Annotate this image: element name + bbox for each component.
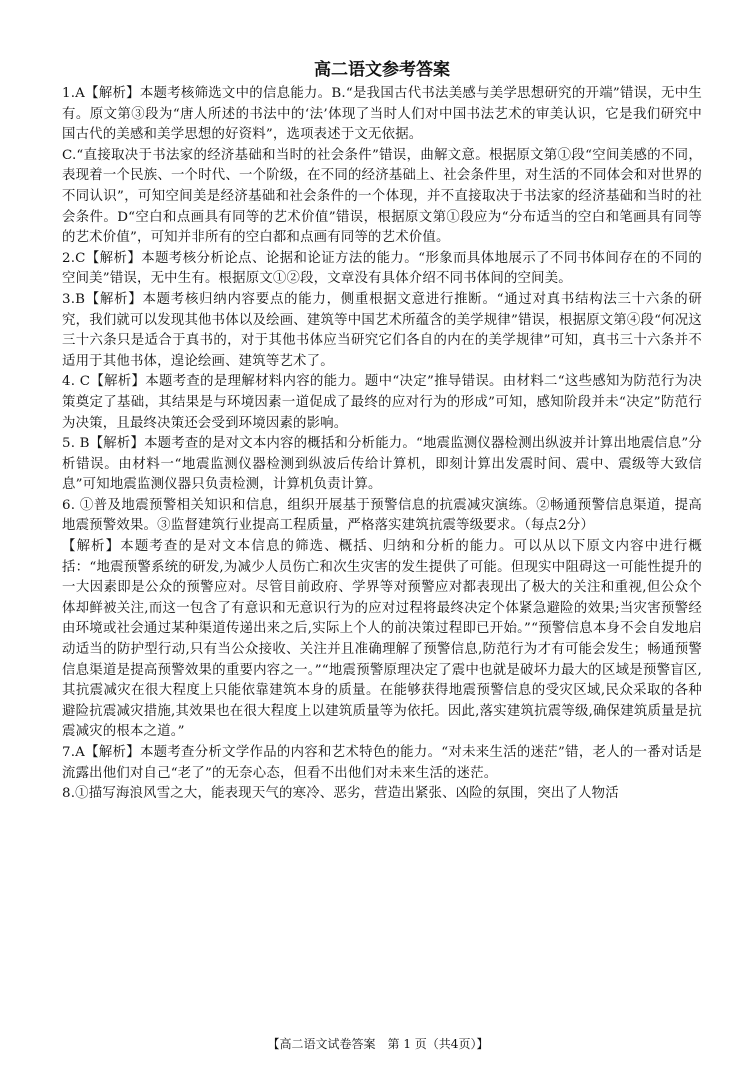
answer-paragraph-6-analysis: 【解析】本题考查的是对文本信息的筛选、概括、归纳和分析的能力。可以从以下原文内容中进行概括：“地震预警系统的研发,为减少人员伤亡和次生灾害的发生提供了可能。但现实中阻碍这一可能性提升的一大因素即是公众的预警应对。尽管目前政府、学界等对预警应对都表现出了极大的关注和重视,但公众个体却鲜被关注,而这一包含了有意识和无意识行为的应对过程将最终决定个体紧急避险的效果;当灾害预警经由环境或社会通过某种渠道传递出来之后,实际上个人的前决策过程即已开始。”“预警信息本身不会自发地启动适当的防护型行动,只有当公众接收、关注并且准确理解了预警信息,防范行为才有可能会发生；畅通预警信息渠道是提高预警效果的重要内容之一。”“地震预警原理决定了震中也就是破坏力最大的区域是预警盲区,其抗震减灾在很大程度上只能依靠建筑本身的质量。在能够获得地震预警信息的受灾区域,民众采取的各种避险抗震减灾措施,其效果也在很大程度上以建筑质量等为依托。因此,落实建筑抗震等级,确保建筑质量是抗震减灾的根本之道。” bbox=[62, 539, 702, 740]
page-footer: 【高二语文试卷答案 第 1 页（共4页）】 bbox=[267, 1037, 489, 1051]
answer-paragraph-7: 7.A【解析】本题考查分析文学作品的内容和艺术特色的能力。“对未来生活的迷茫”错，老人的一番对话是流露出他们对自己“老了”的无奈心态，但看不出他们对未来生活的迷茫。 bbox=[62, 745, 702, 781]
answer-paragraph-1-analysis: 1.A【解析】本题考核筛选文中的信息能力。B.“是我国古代书法美感与美学思想研究的开端”错误，无中生有。原文第③段为“唐人所述的书法中的‘法’体现了当时人们对中国书法艺术的审美认识，它是我们研究中国古代的美感和美学思想的好资料”，选项表述于文无依据。 bbox=[62, 86, 702, 143]
answer-paragraph-2: 2.C【解析】本题考核分析论点、论据和论证方法的能力。“形象而具体地展示了不同书体间存在的不同的空间美”错误，无中生有。根据原文①②段，文章没有具体介绍不同书体间的空间美。 bbox=[62, 250, 702, 287]
answer-page bbox=[62, 58, 702, 805]
answer-paragraph-3: 3.B【解析】本题考核归纳内容要点的能力，侧重根据文意进行推断。“通过对真书结构法三十六条的研究，我们就可以发现其他书体以及绘画、建筑等中国艺术所蕴含的美学规律”错误，根据原文第④段“何况这三十六条只是适合于真书的，对于其他书体应当研究它们各自的内在的美学规律”可知，真书三十六条并不适用于其他书体，遑论绘画、建筑等艺术了。 bbox=[62, 291, 702, 369]
answer-paragraph-1-cd: C.“直接取决于书法家的经济基础和当时的社会条件”错误，曲解文意。根据原文第①段“空间美感的不同，表现着一个民族、一个时代、一个阶级，在不同的经济基础上、社会条件里，对生活的不同体会和对世界的不同认识”，可知空间美是经济基础和社会条件的一个体现，并不直接取决于书法家的经济基础和当时的社会条件。D“空白和点画具有同等的艺术价值”错误，根据原文第①段应为“分布适当的空白和笔画具有同等的艺术价值”，可知并非所有的空白都和点画有同等的艺术价值。 bbox=[62, 147, 702, 246]
page-title: 高二语文参考答案 bbox=[314, 60, 450, 80]
answer-paragraph-8: 8.①描写海浪风雪之大，能表现天气的寒冷、恶劣，营造出紧张、凶险的氛围，突出了人物活 bbox=[62, 786, 619, 802]
answer-paragraph-5: 5. B【解析】本题考查的是对文本内容的概括和分析能力。“地震监测仪器检测出纵波并计算出地震信息”分析错误。由材料一“地震监测仪器检测到纵波后传给计算机，即刻计算出发震时间、震中、震级等大致信息”可知地震监测仪器只负责检测，计算机负责计算。 bbox=[62, 436, 702, 493]
answer-paragraph-6: 6. ①普及地震预警相关知识和信息，组织开展基于预警信息的抗震减灾演练。②畅通预警信息渠道，提高地震预警效果。③监督建筑行业提高工程质量，严格落实建筑抗震等级要求。（每点2分） bbox=[62, 497, 702, 534]
answer-paragraph-4: 4. C【解析】本题考查的是理解材料内容的能力。题中“决定”推导错误。由材料二“这些感知为防范行为决策奠定了基础，其结果是与环境因素一道促成了最终的应对行为的形成”可知，感知阶段并未“决定”防范行为决策，且最终决策还会受到环境因素的影响。 bbox=[62, 374, 702, 431]
